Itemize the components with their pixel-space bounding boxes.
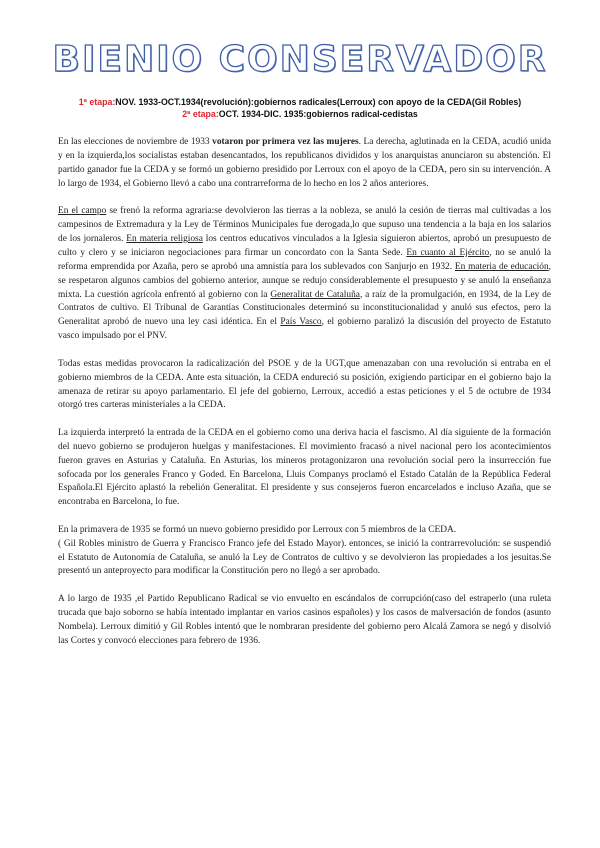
stage-text: OCT. 1934-DIC. 1935:gobiernos radical-cedistas — [218, 109, 418, 119]
paragraph-counterreform — [58, 205, 551, 344]
paragraph-elections — [58, 136, 551, 192]
topic-pais-vasco: País Vasco — [280, 317, 322, 328]
stage-label: 1ª etapa: — [78, 97, 116, 107]
text-run: , se respetaron algunos cambios del gobierno anterior, aunque se redujo considerablemente el presupuesto y se anuló la enseñanza mixta. La cuestión agrícola enfrentó al gobierno con la — [58, 261, 551, 300]
topic-ejercito: En cuanto al Ejército — [406, 247, 490, 258]
text-run: , a raíz de la promulgación, en 1934, de la Ley de Contratos de cultivo. El Tribunal de Garantías Constitucionales determinó su inconstitucionalidad y anuló sus efectos, pero la Generalitat aprobó de nuevo una ley casi idéntica. En el — [58, 289, 552, 328]
paragraph-1935-government: En la primavera de 1935 se formó un nuevo gobierno presidido por Lerroux con 5 miembros de la CEDA. — [58, 524, 457, 535]
page-title: BIENIO CONSERVADOR — [52, 39, 548, 80]
stage-line-2 — [40, 108, 560, 120]
paragraph-scandals: A lo largo de 1935 ,el Partido Republicano Radical se vio envuelto en escándalos de corrupción(caso del estraperlo (una ruleta trucada que bajo soborno se había intentado implantar en varios casinos españoles) y los casos de malversación de fondos (asunto Nombela). Lerroux dimitió y Gil Robles intentó que le nombraran presidente del gobierno pero Alcalá Zamora se negó y disolvió las Cortes y convocó elecciones para febrero de 1936. — [58, 593, 551, 646]
topic-campo: En el campo — [58, 206, 107, 217]
stage-text: NOV. 1933-OCT.1934(revolución):gobiernos radicales(Lerroux) con apoyo de la CEDA(Gil Robles) — [115, 97, 522, 107]
paragraph-counterrevolution: ( Gil Robles ministro de Guerra y Francisco Franco jefe del Estado Mayor). entonces, se inició la contrarrevolución: se suspendió el Estatuto de Autonomía de Cataluña, se anuló la Ley de Contratos de cultivo y se devolvieron las propiedades a los jesuitas.Se presentó un anteproyecto para modificar la Constitución pero no llegó a ser aprobado. — [58, 538, 551, 577]
text-run: se frenó la reforma agraria:se devolvieron las tierras a la nobleza, se anuló la cesión de tierras mal cultivadas a los campesinos de Extremadura y la Ley de Términos Municipales fue derogada,lo que supuso una tendencia a la baja en los salarios de los jornaleros. — [58, 206, 551, 244]
stages-block — [40, 96, 560, 120]
text-run: , no se anuló la reforma emprendida por Azaña, pero se aprobó una amnistía para los sublevados con Sanjurjo en 1932. — [58, 247, 551, 272]
text-run: En las elecciones de noviembre de 1933 — [58, 137, 213, 147]
text-run: , el gobierno paralizó la discusión del proyecto de Estatuto vasco impulsado por el PNV. — [58, 317, 551, 342]
paragraph-radicalization: Todas estas medidas provocaron la radicalización del PSOE y de la UGT,que amenazaban con una revolución si entraba en el gobierno miembros de la CEDA. Ante esta situación, la CEDA endureció su posición, exigiendo participar en el gobierno bajo la amenaza de retirar su apoyo parlamentario. El jefe del gobierno, Lerroux, accedió a estas peticiones y el 5 de octubre de 1934 otorgó tres carteras ministeriales a la CEDA. — [58, 358, 551, 411]
text-run: . La derecha, aglutinada en la CEDA, acudió unida y en la izquierda,los socialistas estaban desencantados, los republicanos divididos y los anarquistas anunciaron su abstención. El partido ganador fue la CEDA y se formó un gobierno presidido por Lerroux con el apoyo de la CEDA, pero sin su intervención. A lo largo de 1934, el Gobierno llevó a cabo una contrarreforma de lo hecho en los 2 años anteriores. — [58, 137, 552, 189]
text-run: los centros educativos vinculados a la Iglesia siguieron abiertos, aprobó un presupuesto de culto y clero y se iniciaron negociaciones para firmar un concordato con la Santa Sede. — [58, 233, 551, 258]
topic-educacion: En materia de educación — [454, 261, 549, 272]
paragraph-revolution: La izquierda interpretó la entrada de la CEDA en el gobierno como una deriva hacia el fascismo. Al día siguiente de la formación del nuevo gobierno se produjeron huelgas y manifestaciones. El movimiento fracasó a nivel nacional pero los acontecimientos fueron graves en Asturias y Cataluña. En Asturias, los mineros protagonizaron una revolución social pero la insurrección fue sofocada por los generales Franco y Goded. En Barcelona, Lluis Companys proclamó el Estado Catalán de la República Federal Española.El Ejército aplastó la rebelión Generalitat. El presidente y sus consejeros fueron encarcelados e incluso Azaña, que se encontraba en Barcelona, lo fue. — [58, 427, 551, 508]
highlight-women-vote: votaron por primera vez las mujeres — [212, 137, 359, 147]
topic-generalitat: Generalitat de Cataluña — [270, 289, 360, 300]
topic-religion: En materia religiosa — [126, 233, 203, 244]
document-body — [58, 136, 551, 662]
stage-line-1 — [40, 96, 560, 108]
stage-label: 2ª etapa: — [182, 109, 219, 119]
